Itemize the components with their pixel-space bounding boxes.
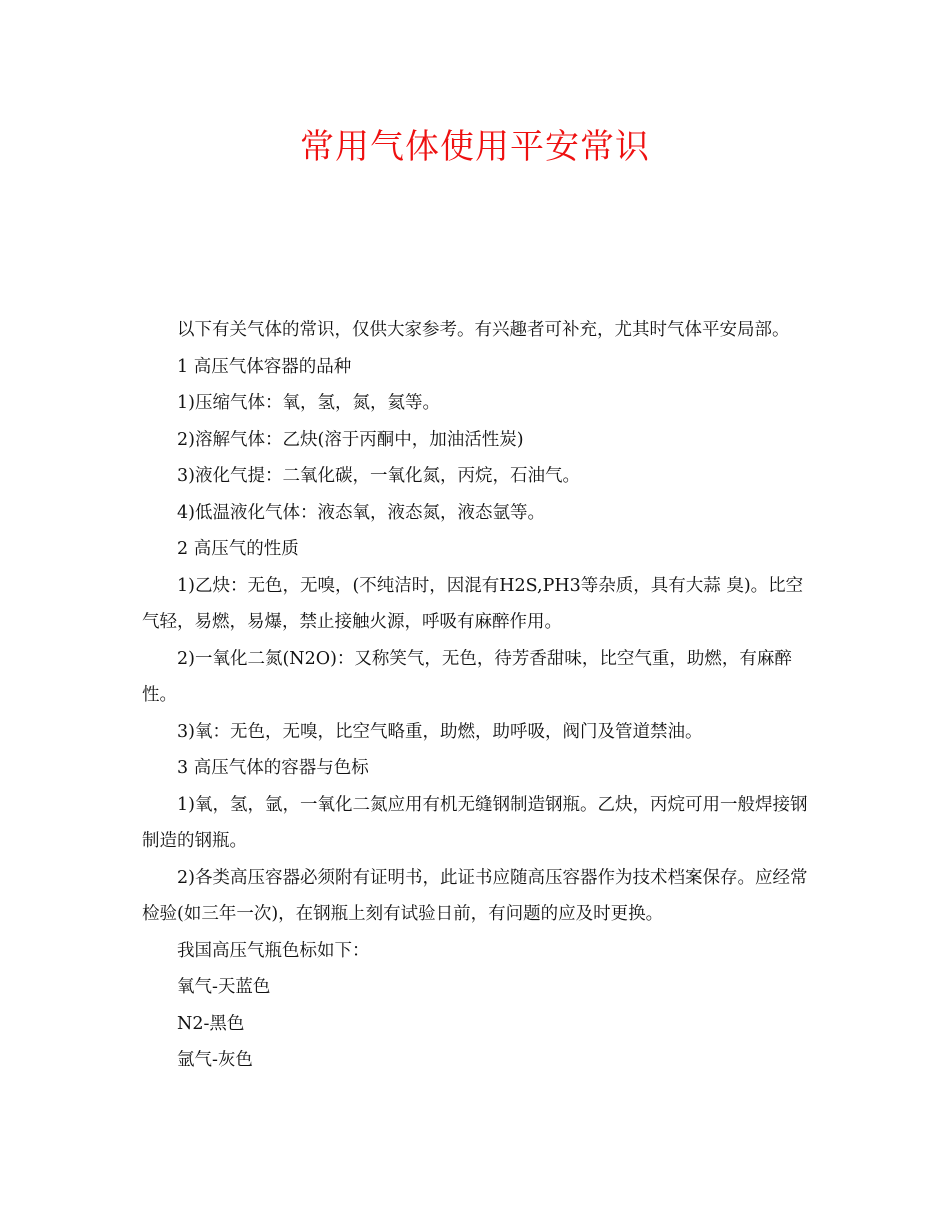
list-item: 2)各类高压容器必须附有证明书，此证书应随高压容器作为技术档案保存。应经常检验(如三年一次)，在钢瓶上刻有试验日前，有问题的应及时更换。 [142,867,808,924]
list-item: 2)溶解气体：乙炔(溶于丙酮中，加油活性炭) [177,429,524,450]
list-item: 3)氧：无色，无嗅，比空气略重，助燃，助呼吸，阀门及管道禁油。 [177,721,703,742]
document-title: 常用气体使用平安常识 [300,127,650,167]
list-item: 2)一氧化二氮(N2O)：又称笑气，无色，待芳香甜味，比空气重，助燃，有麻醉性。 [142,648,792,705]
section-heading-3: 3 高压气体的容器与色标 [177,758,369,778]
intro-paragraph: 以下有关气体的常识，仅供大家参考。有兴趣者可补充，尤其时气体平安局部。 [177,320,790,340]
list-item: 1)氧，氢，氩，一氧化二氮应用有机无缝钢制造钢瓶。乙炔，丙烷可用一般焊接钢制造的钢瓶。 [142,794,808,851]
color-code-item: 氩气-灰色 [177,1050,253,1070]
list-item: 3)液化气提：二氧化碳，一氧化氮，丙烷，石油气。 [177,466,580,486]
document-body [142,312,810,1079]
color-code-item: 氧气-天蓝色 [177,977,271,997]
list-item: 1)乙炔：无色，无嗅，(不纯洁时，因混有H2S,PH3等杂质，具有大蒜 臭)。比空气轻，易燃，易爆，禁止接触火源，呼吸有麻醉作用。 [142,575,804,632]
list-item: 4)低温液化气体：液态氧，液态氮，液态氩等。 [177,502,545,523]
section-heading-2: 2 高压气的性质 [177,539,299,559]
section-heading-1: 1 高压气体容器的品种 [177,356,352,377]
color-code-item: N2-黑色 [177,1013,245,1034]
color-code-intro: 我国高压气瓶色标如下： [177,940,370,961]
list-item: 1)压缩气体：氧，氢，氮，氦等。 [177,393,440,413]
